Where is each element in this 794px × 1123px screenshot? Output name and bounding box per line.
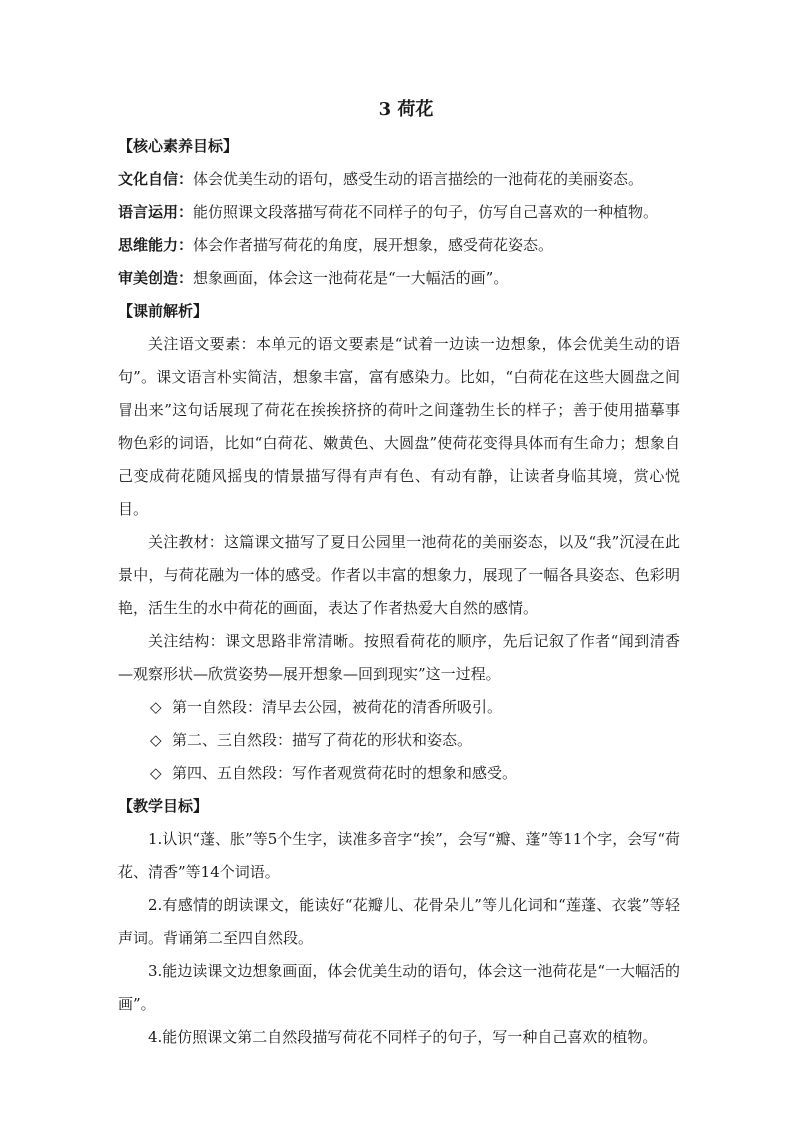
core-item-culture (118, 163, 680, 196)
core-item-label: 语言运用： (118, 203, 194, 221)
core-item-text: 体会优美生动的语句，感受生动的语言描绘的一池荷花的美丽姿态。 (193, 170, 644, 188)
core-item-language (118, 196, 680, 229)
core-item-text: 想象画面，体会这一池荷花是“一大幅活的画”。 (193, 269, 509, 287)
core-item-label: 文化自信： (118, 170, 194, 188)
bullet-text: 第一自然段：清早去公园，被荷花的清香所吸引。 (172, 698, 503, 716)
bullet-text: 第四、五自然段：写作者观赏荷花时的想象和感受。 (172, 764, 518, 782)
core-item-thinking (118, 229, 680, 262)
page-title: 3 荷花 (378, 99, 434, 120)
teaching-goal-item: 4.能仿照课文第二自然段描写荷花不同样子的句子，写一种自己喜欢的植物。 (148, 1028, 658, 1046)
teaching-goal-item: 3.能边读课文边想象画面，体会优美生动的语句，体会这一池荷花是“一大幅活的画”。 (118, 962, 680, 1013)
core-item-text: 能仿照课文段落描写荷花不同样子的句子，仿写自己喜欢的一种植物。 (193, 203, 659, 221)
structure-bullet (118, 724, 680, 757)
diamond-bullet-icon: ◇ (150, 731, 162, 749)
diamond-bullet-icon: ◇ (150, 698, 162, 716)
core-goals-heading: 【核心素养目标】 (118, 137, 239, 155)
bullet-text: 第二、三自然段：描写了荷花的形状和姿态。 (172, 731, 473, 749)
teaching-goals-heading: 【教学目标】 (118, 797, 209, 815)
pre-paragraph-elements: 关注语文要素：本单元的语文要素是“试着一边读一边想象，体会优美生动的语句”。课文语言朴实简洁，想象丰富，富有感染力。比如，“白荷花在这些大圆盘之间冒出来”这句话展现了荷花在挨挨挤挤的荷叶之间蓬勃生长的样子；善于使用描摹事物色彩的词语，比如“白荷花、嫩黄色、大圆盘”使荷花变得具体而有生命力；想象自己变成荷花随风摇曳的情景描写得有声有色、有动有静，让读者身临其境，赏心悦目。 (118, 335, 680, 518)
pre-paragraph-textbook: 关注教材：这篇课文描写了夏日公园里一池荷花的美丽姿态，以及“我”沉浸在此景中，与荷花融为一体的感受。作者以丰富的想象力，展现了一幅各具姿态、色彩明艳，活生生的水中荷花的画面，表达了作者热爱大自然的感情。 (118, 533, 680, 617)
structure-bullet (118, 757, 680, 790)
teaching-goal-item: 2.有感情的朗读课文，能读好“花瓣儿、花骨朵儿”等儿化词和“莲蓬、衣裳”等轻声词。背诵第二至四自然段。 (118, 896, 680, 947)
document-page (118, 90, 680, 1054)
core-item-text: 体会作者描写荷花的角度，展开想象，感受荷花姿态。 (193, 236, 554, 254)
structure-bullet (118, 691, 680, 724)
teaching-goal-item: 1.认识“蓬、胀”等5个生字，读准多音字“挨”，会写“瓣、蓬”等11个字，会写“荷花、清香”等14个词语。 (118, 830, 680, 881)
pre-analysis-heading: 【课前解析】 (118, 302, 209, 320)
core-item-aesthetic (118, 262, 680, 295)
diamond-bullet-icon: ◇ (150, 764, 162, 782)
core-item-label: 思维能力： (118, 236, 194, 254)
pre-paragraph-structure: 关注结构：课文思路非常清晰。按照看荷花的顺序，先后记叙了作者“闻到清香—观察形状—欣赏姿势—展开想象—回到现实”这一过程。 (118, 632, 680, 683)
core-item-label: 审美创造： (118, 269, 194, 287)
